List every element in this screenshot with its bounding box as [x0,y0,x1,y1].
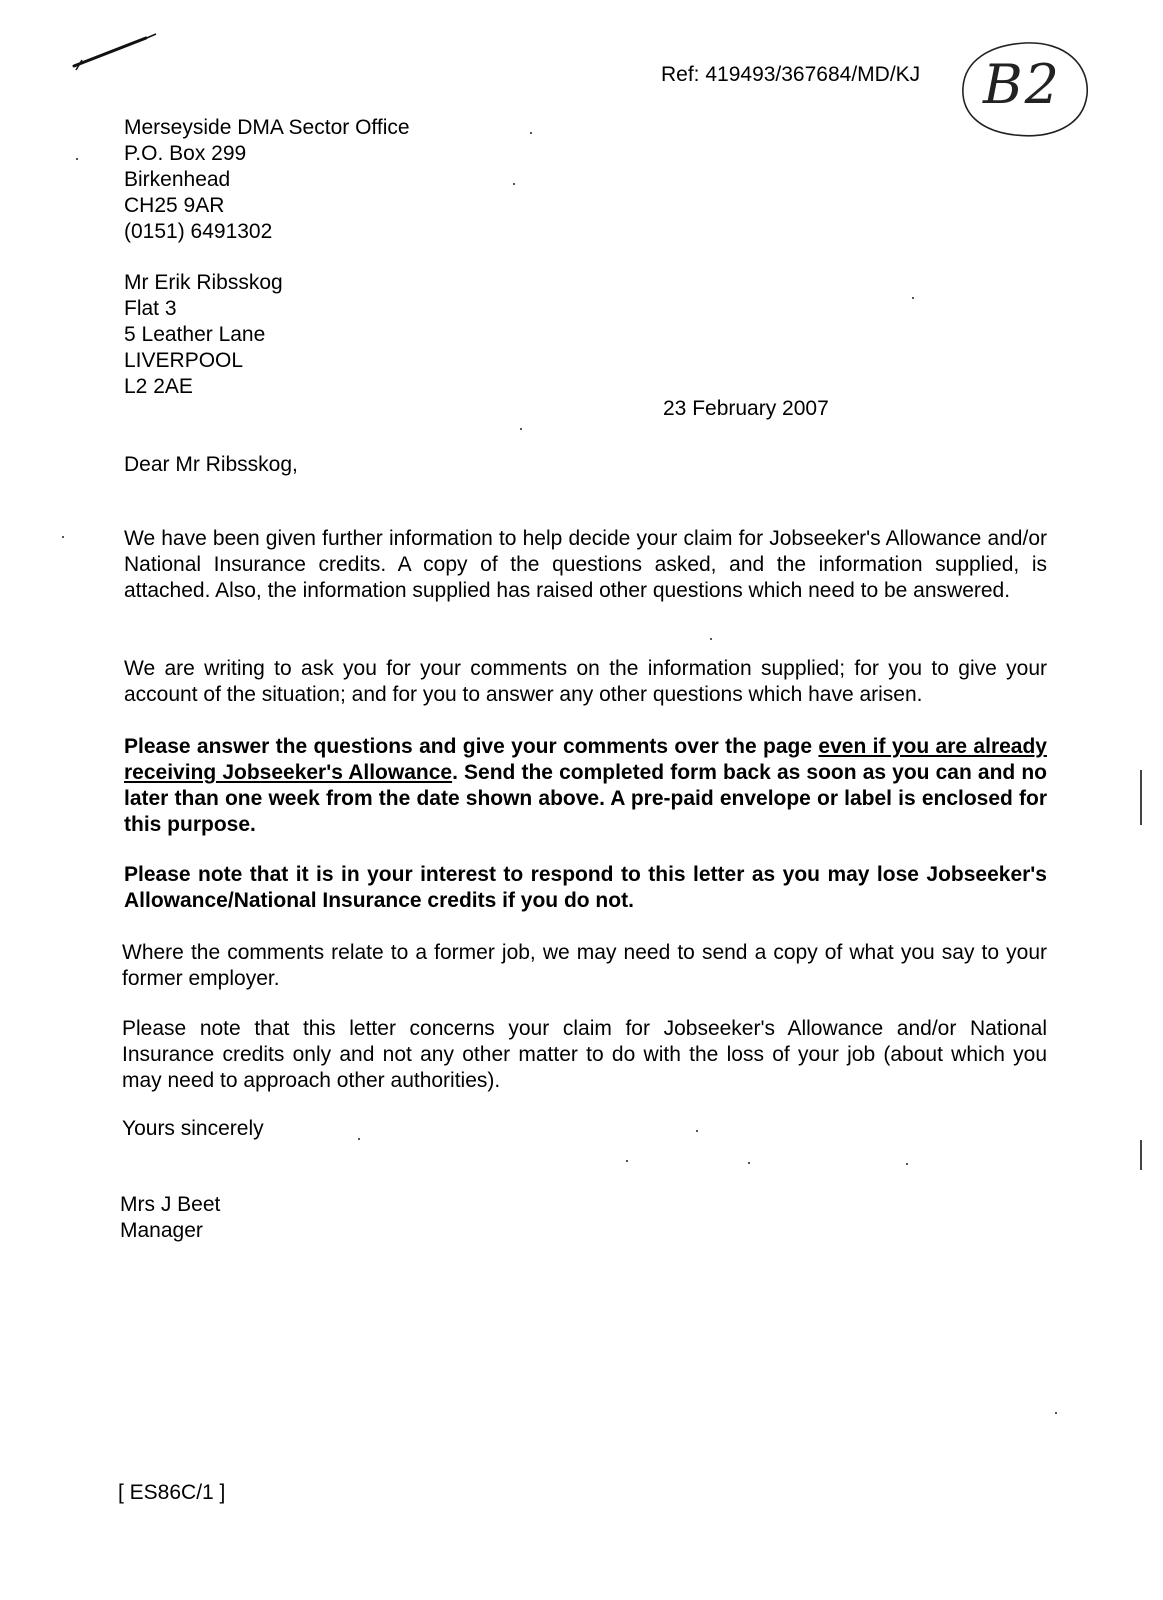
circled-stamp [955,35,1095,145]
paragraph-1: We have been given further information to help decide your claim for Jobseeker's Allowance and/or National Insurance credits. A copy of the questions asked, and the information supplied, is attached. Also, the information supplied has raised other questions which need to be answered. [124,527,1047,602]
form-code: [ ES86C/1 ] [118,1481,226,1504]
scan-speck [626,1160,628,1162]
stamp-text: B2 [983,53,1062,116]
signatory-name: Mrs J Beet [120,1193,221,1216]
reference-number: Ref: 419493/367684/MD/KJ [661,63,921,86]
scan-speck [1055,1412,1057,1414]
scan-speck [710,638,712,640]
signatory-title: Manager [120,1219,203,1242]
sender-phone: (0151) 6491302 [124,220,273,243]
sender-address [124,115,410,245]
salutation: Dear Mr Ribsskog, [124,453,298,476]
scan-speck [62,536,64,538]
scan-speck [906,1163,908,1165]
scan-speck [76,158,78,160]
scan-speck [520,428,522,430]
paragraph-4: Please note that it is in your interest to respond to this letter as you may lose Jobseeker's Allowance/National Insurance credits if you do not. [124,863,1047,912]
scan-edge-mark [1140,770,1142,825]
letter-date: 23 February 2007 [663,397,829,420]
paragraph-2: We are writing to ask you for your comments on the information supplied; for you to give your account of the situation; and for you to answer any other questions which have arisen. [124,657,1047,706]
scan-edge-mark [1140,1140,1142,1170]
paragraph-3-end: . Send the completed form back as soon as you can and no later than one week from the date shown above. A pre-paid envelope or label is enclosed for this purpose. [124,761,1047,836]
scan-speck [912,297,914,299]
scan-speck [696,1130,698,1132]
paragraph-3-underlined: even if you are already receiving Jobseeker's Allowance [124,735,1047,784]
scan-speck [513,183,515,185]
sender-line: Merseyside DMA Sector Office [124,116,410,139]
scan-speck [358,1138,360,1140]
paragraph-5: Where the comments relate to a former job, we may need to send a copy of what you say to your former employer. [122,941,1047,990]
recipient-line: L2 2AE [124,375,193,398]
closing: Yours sincerely [122,1117,264,1140]
recipient-line: Mr Erik Ribsskog [124,271,283,294]
paragraph-6: Please note that this letter concerns your claim for Jobseeker's Allowance and/or National Insurance credits only and not any other matter to do with the loss of your job (about which you may need to approach other authorities). [122,1017,1047,1092]
recipient-address [124,270,283,400]
scan-speck [748,1162,750,1164]
sender-line: CH25 9AR [124,194,225,217]
pen-tick-mark [70,30,160,75]
sender-line: Birkenhead [124,168,231,191]
recipient-line: Flat 3 [124,297,177,320]
recipient-line: LIVERPOOL [124,349,244,372]
paragraph-3-start: Please answer the questions and give your comments over the page [124,735,819,758]
recipient-line: 5 Leather Lane [124,323,266,346]
paragraph-3 [124,734,1047,838]
signatory [120,1192,220,1244]
sender-line: P.O. Box 299 [124,142,247,165]
scan-speck [530,132,532,134]
